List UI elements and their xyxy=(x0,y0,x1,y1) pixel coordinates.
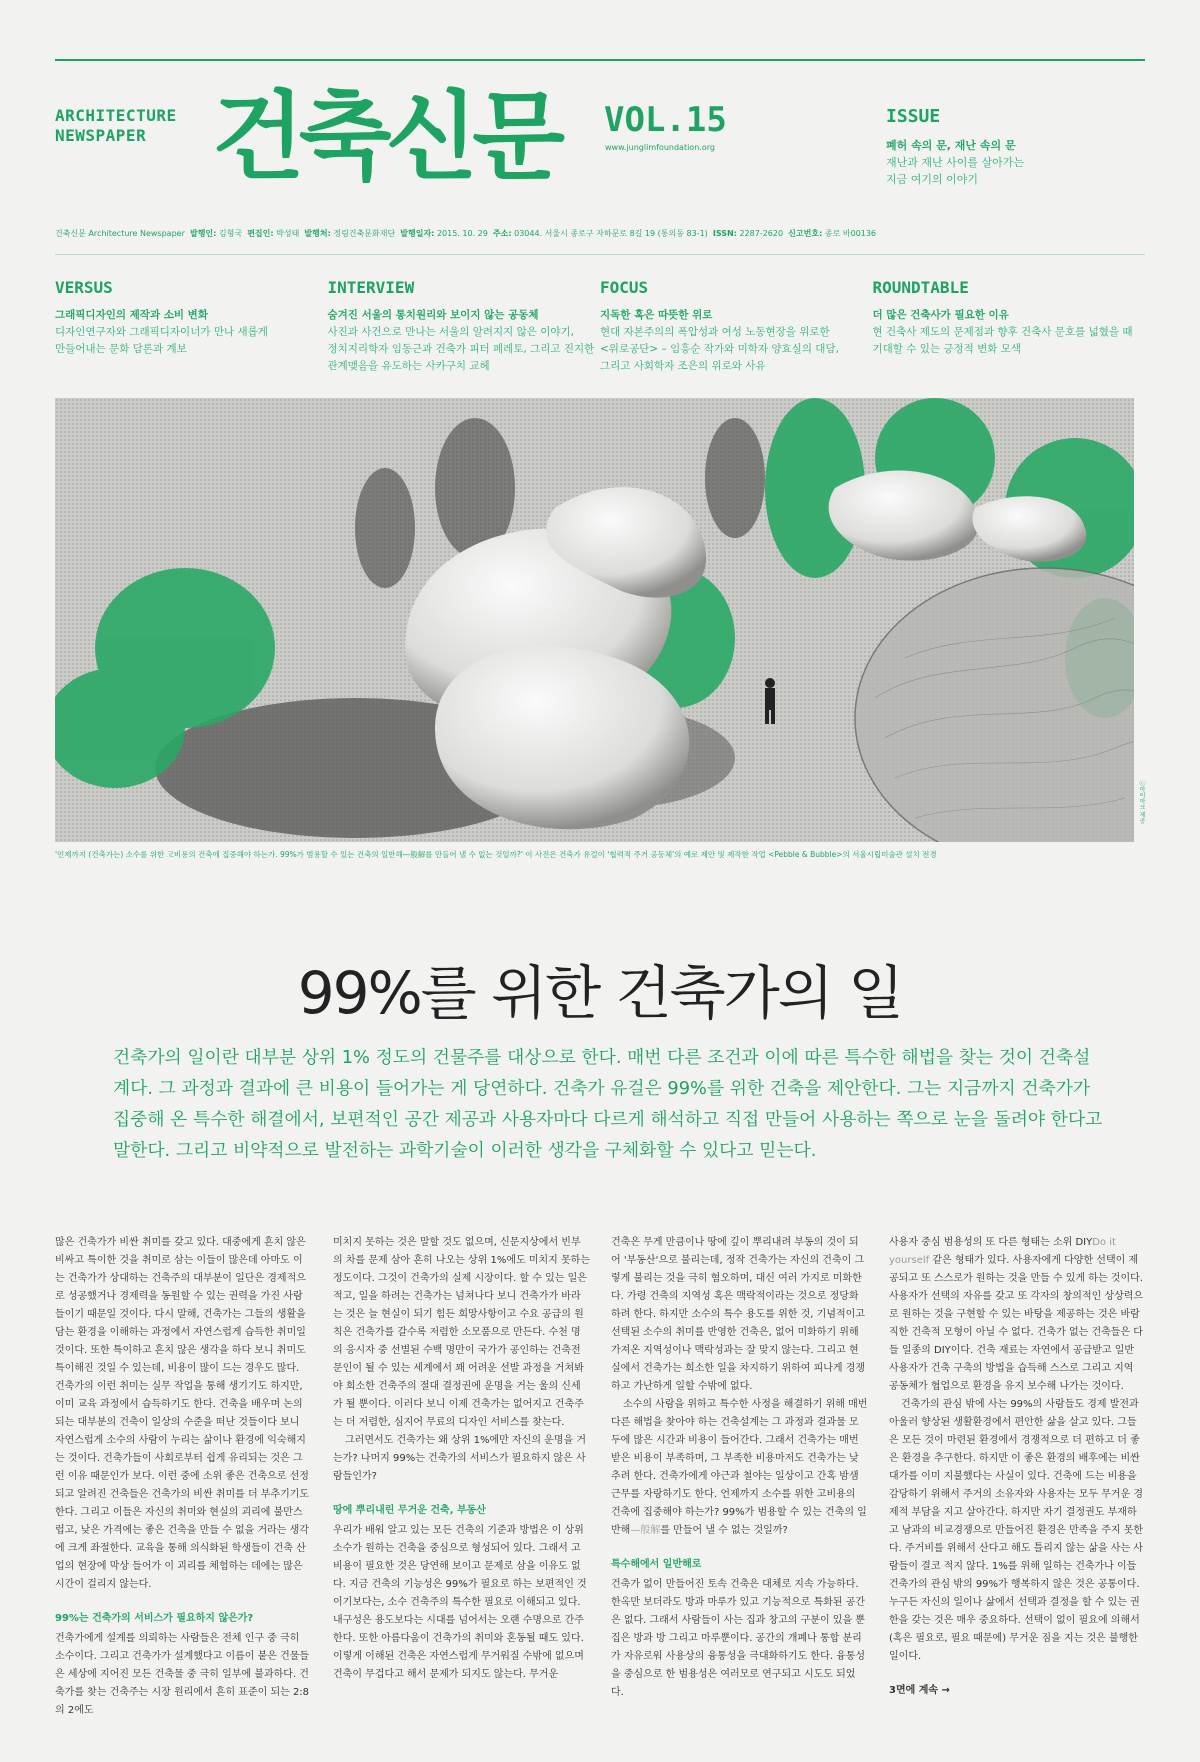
body-column-4 xyxy=(889,1234,1146,1720)
section-focus[interactable] xyxy=(600,278,873,375)
paragraph-text: 사용자 중심 범용성의 또 다른 형태는 소위 DIY xyxy=(889,1237,1093,1248)
article-body xyxy=(55,1234,1150,1720)
section-line: 현 건축사 제도의 문제점과 향후 건축사 문호를 넓혔을 때 xyxy=(872,326,1133,338)
masthead-title: 건축신문 xyxy=(212,81,559,193)
pub-reg: 종로 바00136 xyxy=(824,229,877,238)
issue-title: 폐허 속의 문, 재난 속의 문 xyxy=(886,139,1016,152)
section-line: 디자인연구자와 그래픽디자이너가 만나 새롭게 xyxy=(55,326,268,338)
pub-date: 2015. 10. 29 xyxy=(436,229,488,238)
paragraph: 그러면서도 건축가는 왜 상위 1%에만 자신의 운명을 거는가? 나머지 99%는 건축가의 서비스가 필요하지 않은 사람들인가? xyxy=(333,1435,586,1482)
section-title: 숨겨진 서울의 통치원리와 보이지 않는 공동체 xyxy=(327,309,539,321)
section-heading: ROUNDTABLE xyxy=(872,278,969,297)
section-roundtable[interactable] xyxy=(873,278,1146,375)
paragraph: 건축가에게 설계를 의뢰하는 사람들은 전체 인구 중 극히 소수이다. 그리고 건축가가 설계했다고 이름이 붙은 건물들은 세상에 지어진 모든 건축물 중 극히 일부에 불과하다. 건축가를 찾는 건축주는 시장 원리에서 흔히 표준이 되는 2:8의 2에도 xyxy=(55,1633,310,1716)
subheading: 특수해에서 일반해로 xyxy=(611,1559,702,1570)
section-line: 만들어내는 문화 담론과 계보 xyxy=(55,343,187,355)
pebble-bubble-illustration xyxy=(55,398,1134,842)
photo-credit: ⓒ아이아크 제공 xyxy=(1138,780,1145,824)
photo-caption: '언제까지 (건축가는) 소수를 위한 고비용의 건축에 집중해야 하는가. 99%가 범용할 수 있는 건축의 일반해—般解를 만들어 낼 수 없는 것일까?' 이 사진은 건축가 유걸이 '협력적 주거 공동체'의 예로 제안 및 제작한 작업 <Pebble & Bubble>의 서울시립미술관 설치 전경 xyxy=(55,850,937,859)
section-line: <위로공단> – 임흥순 작가와 미학자 양효실의 대담, xyxy=(600,343,839,355)
section-divider xyxy=(55,254,1145,255)
issue-box xyxy=(886,106,1146,188)
section-heading: FOCUS xyxy=(600,278,649,297)
pub-reg-label: 신고번호: xyxy=(788,229,823,238)
gloss-text: Do it yourself xyxy=(889,1237,1116,1266)
pub-issuer: 정림건축문화재단 xyxy=(333,229,396,238)
body-column-3 xyxy=(611,1234,868,1720)
issue-sub2: 지금 여기의 이야기 xyxy=(886,173,979,186)
body-column-1 xyxy=(55,1234,312,1720)
masthead-en-line1: ARCHITECTURE xyxy=(55,106,177,125)
pub-name: 건축신문 Architecture Newspaper xyxy=(55,229,185,238)
paragraph-text: 소수의 사람을 위하고 특수한 사정을 해결하기 위해 매번 다른 해법을 찾아야 하는 건축설계는 그 과정과 결과물 모두에 많은 시간과 비용이 들어간다. 그래서 건축가는 매번 받은 비용이 부족하며, 그 부족한 비용마저도 건축가는 낮추려 한다. 건축가에게 야근과 철야는 일상이고 간혹 밤샘 근무를 자랑하기도 한다. 언제까지 소수를 위한 고비용의 건축에 집중해야 하는가? 99%가 범용할 수 있는 건축의 일반해 xyxy=(611,1399,868,1536)
paragraph: 건축은 무게 만큼이나 땅에 깊이 뿌리내려 부동의 것이 되어 '부동산'으로 불리는데, 정작 건축가는 자신의 건축이 그렇게 불리는 것을 극히 혐오하며, 대신 여러 가지로 미화한다. 가령 건축의 지역성 혹은 맥락적이라는 것으로 정당화하려 한다. 하지만 소수의 특수 용도를 위한 것, 기념적이고 선택된 소수의 취미를 반영한 건축은, 없어 미화하기 위해 가져온 지역성이나 맥락성과는 잘 맞지 않는다. 그리고 현실에서 건축가는 희소한 일을 차지하기 위하여 피나게 경쟁하고 가난하게 일할 수밖에 없다. xyxy=(611,1237,866,1392)
paragraph: 우리가 배워 알고 있는 모든 건축의 기준과 방법은 이 상위 소수가 원하는 건축을 중심으로 형성되어 있다. 그래서 고비용이 필요한 것은 당연해 보이고 문제로 삼을 이유도 없다. 지금 건축의 기능성은 99%가 필요로 하는 보편적인 것이기보다는, 소수 건축주의 특수한 필요로 이해되고 있다. 내구성은 용도보다는 시대를 넘어서는 오랜 수명으로 간주한다. 또한 아름다움이 건축가의 취미와 혼동될 때도 있다. 이렇게 이해된 건축은 자연스럽게 무거워질 수밖에 없으며 건축이 무겁다고 해서 문제가 되지도 않는다. 무거운 xyxy=(333,1525,587,1680)
section-title: 더 많은 건축사가 필요한 이유 xyxy=(872,309,1009,321)
paragraph-with-gloss xyxy=(889,1234,1146,1396)
pub-date-label: 발행일자: xyxy=(400,229,435,238)
volume-number: VOL.15 xyxy=(604,100,727,140)
subheading: 땅에 뿌리내린 무거운 건축, 부동산 xyxy=(333,1505,486,1516)
pub-address-label: 주소: xyxy=(492,229,512,238)
issue-heading: ISSUE xyxy=(886,106,941,127)
section-line: 그리고 사회학자 조은의 위로와 사유 xyxy=(600,360,766,372)
section-line: 현대 자본주의의 폭압성과 여성 노동현장을 위로한 xyxy=(600,326,830,338)
pub-issn: 2287-2620 xyxy=(739,229,784,238)
masthead-en-line2: NEWSPAPER xyxy=(55,126,147,145)
section-heading: INTERVIEW xyxy=(327,278,415,297)
issue-sub1: 재난과 재난 사이를 살아가는 xyxy=(886,156,1025,169)
section-heading: VERSUS xyxy=(55,278,113,297)
article-headline: 99%를 위한 건축가의 일 xyxy=(297,959,903,1027)
section-interview[interactable] xyxy=(328,278,601,375)
top-rule xyxy=(55,59,1145,61)
pub-publisher: 김형국 xyxy=(218,229,243,238)
section-title: 지독한 혹은 따뜻한 위로 xyxy=(600,309,713,321)
paragraph: 건축가 없이 만들어진 토속 건축은 대체로 지속 가능하다. 한옥만 보더라도 방과 마루가 있고 기능적으로 특화된 공간은 없다. 그래서 사람들이 사는 집과 창고의 구분이 있을 뿐 집은 방과 방 그리고 마루뿐이다. 공간의 개폐나 통합 분리가 자유로워 사용상의 융통성을 극대화하기도 한다. 융통성을 중심으로 한 범용성은 여러모로 연구되고 시도도 되었다. xyxy=(611,1579,866,1698)
masthead-english xyxy=(55,106,177,146)
continued-link[interactable]: 3면에 계속 → xyxy=(889,1685,950,1696)
paragraph: 많은 건축가가 비싼 취미를 갖고 있다. 대중에게 흔치 않은 비싸고 특이한 것을 취미로 삼는 이들이 많은데 아마도 이는 건축가가 상대하는 건축주의 대부분이 일단은 경제적으로 성공했거나 경제력을 동원할 수 있는 권력을 가진 사람들이기 때문일 것이다. 다시 말해, 건축가는 그들의 생활을 담는 환경을 이해하는 과정에서 자연스럽게 습득한 취미일 것이다. 또한 특이하고 흔치 않은 생각을 하다 보니 취미도 특이해진 것일 수 있는데, 비용이 많이 드는 경우도 많다. 건축가의 이런 취미는 실무 작업을 통해 생기기도 하지만, 이미 교육 과정에서 습득하기도 한다. 건축을 배우며 논의되는 대부분의 건축이 일상의 수준을 떠난 것들이다 보니 자연스럽게 소수의 사람이 누리는 삶이나 환경에 익숙해지는 것이다. 건축가들이 사회로부터 쉽게 유리되는 것은 그런 이유 때문인가 보다. 이런 중에 소위 좋은 건축으로 선정되고 알려진 건축들은 건축가의 비싼 취미를 더 부추기기도 한다. 그리고 이들은 자신의 취미와 현실의 괴리에 불만스럽고, 낮은 가격에는 좋은 건축을 만들 수 없을 거라는 생각에 크게 좌절한다. 교육을 통해 의식화된 학생들이 건축 산업의 현장에 막상 들어가 이 괴리를 체험하는 데에는 많은 시간이 걸리지 않는다. xyxy=(55,1237,310,1590)
section-line: 기대할 수 있는 긍정적 변화 모색 xyxy=(872,343,1022,355)
section-line: 정치지리학자 임동근과 건축가 피터 페레토, 그리고 진지한 xyxy=(327,343,595,355)
paragraph-text-end: 를 만들어 낼 수 없는 것일까? xyxy=(660,1525,788,1536)
pub-issn-label: ISSN: xyxy=(712,229,737,238)
section-line: 사진과 사건으로 만나는 서울의 알려지지 않은 이야기, xyxy=(327,326,575,338)
feature-photo xyxy=(55,398,1134,842)
subheading: 99%는 건축가의 서비스가 필요하지 않은가? xyxy=(55,1613,254,1624)
paragraph-with-gloss xyxy=(611,1396,868,1540)
article-lead: 건축가의 일이란 대부분 상위 1% 정도의 건물주를 대상으로 한다. 매번 다른 조건과 이에 따른 특수한 해법을 찾는 것이 건축설계다. 그 과정과 결과에 큰 비용이 들어가는 게 당연하다. 건축가 유걸은 99%를 위한 건축을 제안한다. 그는 지금까지 건축가가 집중해 온 특수한 해결에서, 보편적인 공간 제공과 사용자마다 다르게 해석하고 직접 만들어 사용하는 쪽으로 눈을 돌려야 한다고 말한다. 그리고 비약적으로 발전하는 과학기술이 이러한 생각을 구체화할 수 있다고 믿는다. xyxy=(113,1047,1103,1161)
section-teasers xyxy=(55,278,1145,375)
section-versus[interactable] xyxy=(55,278,328,375)
section-line: 관계맺음을 유도하는 사카구치 교헤 xyxy=(327,360,490,372)
pub-publisher-label: 발행인: xyxy=(189,229,217,238)
section-title: 그래픽디자인의 제작과 소비 변화 xyxy=(55,309,208,321)
body-column-2 xyxy=(333,1234,590,1720)
paragraph-text-end: 같은 형태가 있다. 사용자에게 다양한 선택이 제공되고 또 스스로가 원하는 것을 만들 수 있게 하는 것이다. 사용자가 선택의 자유를 갖고 또 각자의 창의적인 상상력으로 원하는 것을 구현할 수 있는 바탕을 제공하는 것은 바람직한 건축적 모형이 아닐 수 없다. 건축가 없는 건축들은 다들 일종의 DIY이다. 건축 재료는 자연에서 공급받고 일반 사용자가 건축 구축의 방법을 습득해 스스로 그리고 지역 공동체가 협업으로 환경을 유지 보수해 나가는 것이다. xyxy=(889,1255,1144,1392)
pub-issuer-label: 발행처: xyxy=(304,229,331,238)
paragraph: 건축가의 관심 밖에 사는 99%의 사람들도 경제 발전과 아울러 향상된 생활환경에서 편안한 삶을 살고 있다. 그들은 모든 것이 마련된 환경에서 경쟁적으로 더 편하고 더 좋은 환경을 추구한다. 하지만 이 좋은 환경의 배후에는 비싼 대가를 이미 지불했다는 사실이 있다. 건축에 드는 비용을 감당하기 위해서 주거의 소유자와 사용자는 모두 무거운 경제적 부담을 지고 살아간다. 하지만 자기 결정권도 부재하고 남과의 비교경쟁으로 만들어진 환경은 만족을 주지 못한다. 주거비를 위해서 산다고 해도 틀리지 않는 삶을 사는 사람들이 결코 적지 않다. 1%를 위해 일하는 건축가나 이들 건축가의 관심 밖의 99%가 행복하지 않은 것은 공통이다. 누구든 자신의 일이나 삶에서 선택과 결정을 할 수 있는 권한을 갖는 것은 매우 중요하다. 선택이 없이 필요에 의해서 (혹은 필요로, 필요 때문에) 무거운 짐을 지는 것은 불행한 일이다. xyxy=(889,1399,1144,1662)
pub-editor-label: 편집인: xyxy=(247,229,274,238)
pub-editor: 박성태 xyxy=(276,229,300,238)
website-url[interactable]: www.junglimfoundation.org xyxy=(605,143,715,152)
publication-info xyxy=(55,228,876,239)
gloss-text: —般解 xyxy=(630,1525,661,1536)
paragraph: 미치지 못하는 것은 말할 것도 없으며, 신문지상에서 빈부의 차를 문제 삼아 흔히 나오는 상위 1%에도 미치지 못하는 정도이다. 그것이 건축가의 실제 시장이다. 할 수 있는 일은 적고, 일을 하려는 건축가는 넘쳐나다 보니 건축가가 바라는 것은 늘 현실이 되기 힘든 희망사항이고 수요 공급의 원칙은 건축가를 갈수록 저렴한 소모품으로 만든다. 수천 명의 응시자 중 선별된 수백 명만이 국가가 공인하는 건축전문인이 될 수 있는 세계에서 꽤 어려운 선발 과정을 거쳐봐야 희소한 건축주의 절대 결정권에 운명을 거는 울의 신세가 될 뿐이다. 이러다 보니 이제 건축가는 없어지고 건축주는 더 저렴한, 심지어 무료의 디자인 서비스를 찾는다. xyxy=(333,1237,590,1428)
pub-address: 03044. 서울시 종로구 자하문로 8길 19 (통의동 83-1) xyxy=(514,229,708,238)
